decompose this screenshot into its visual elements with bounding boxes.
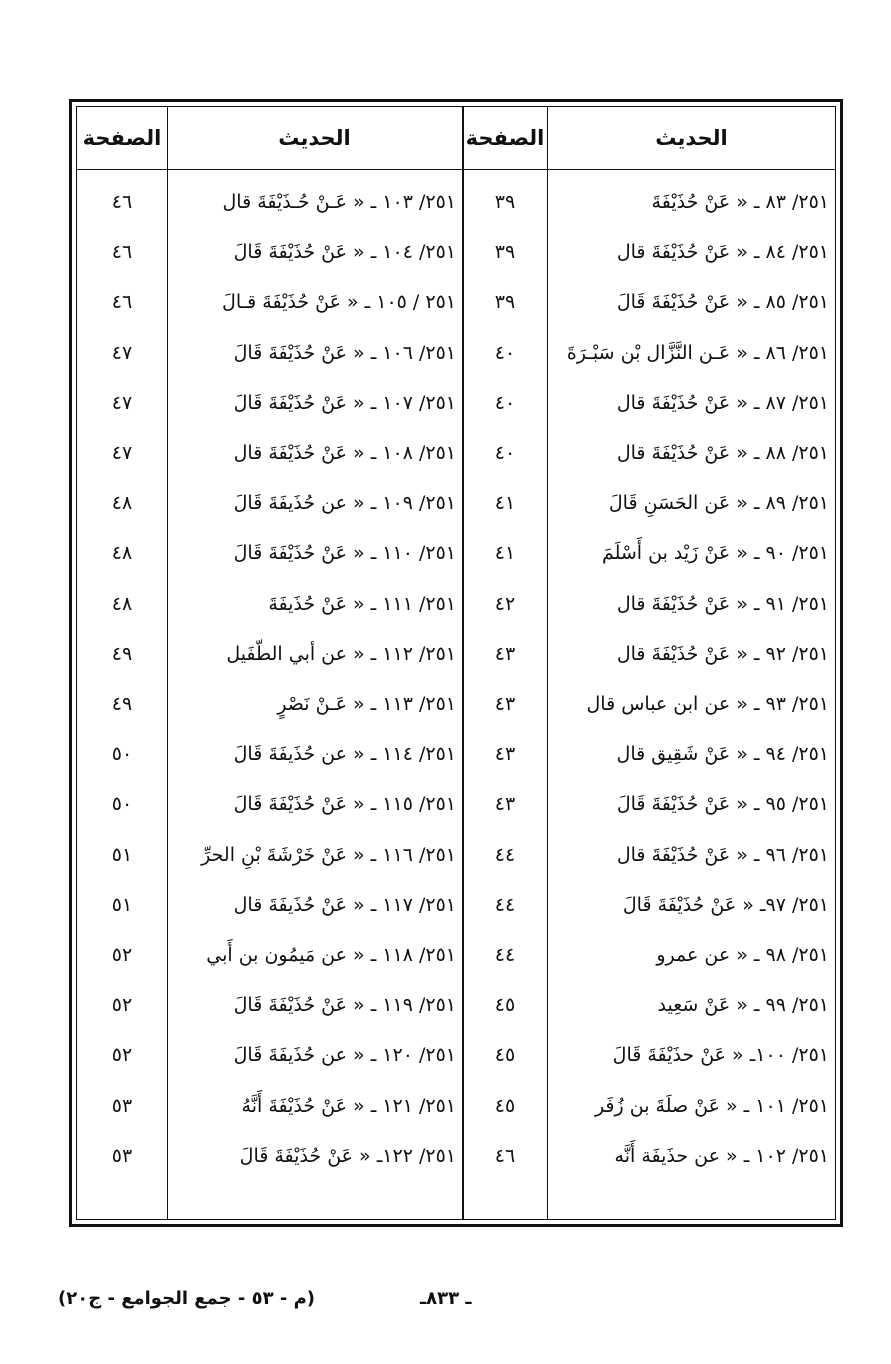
page-number-right: ٤٣ xyxy=(494,793,516,816)
page-number-right: ٤١ xyxy=(494,542,516,565)
hadith-entry-left: ٢٥١/ ١٠٤ ـ « عَنْ حُذَيْفَةَ قَالَ xyxy=(233,241,456,264)
page-number-right: ٣٩ xyxy=(494,241,516,264)
table-row xyxy=(77,1081,835,1131)
page-number-right: ٤٦ xyxy=(494,1144,516,1167)
hadith-entry-left: ٢٥١/ ١١١ ـ « عَنْ حُذَيفَةَ xyxy=(268,592,456,615)
page-number-left: ٤٧ xyxy=(111,442,133,464)
page-number-left: ٤٩ xyxy=(111,642,133,665)
table-row xyxy=(77,328,835,378)
table-row xyxy=(77,779,835,829)
table-row xyxy=(77,1131,835,1181)
page-number-right: ٤٣ xyxy=(494,693,516,715)
hadith-entry-left: ٢٥١/ ١١٦ ـ « عَنْ خَرْشَةَ بْنِ الحرِّ xyxy=(201,843,456,866)
hadith-entry-left: ٢٥١ / ١٠٥ ـ « عَنْ حُذَيْفَةَ قـالَ xyxy=(222,291,456,314)
hadith-entry-left: ٢٥١/ ١١٨ ـ « عن مَيمُون بن أَبي xyxy=(206,944,456,966)
hadith-entry-left: ٢٥١/ ١٠٨ ـ « عَنْ حُذَيْفَةَ قال xyxy=(233,442,456,464)
page-number-left: ٤٧ xyxy=(111,391,133,414)
table-row xyxy=(77,629,835,679)
page-number-right: ٤٣ xyxy=(494,642,516,665)
header-hadith-right: الحديث xyxy=(655,126,728,150)
hadith-entry-right: ٢٥١/ ٩٦ ـ « عَنْ حُذَيْفَةَ قال xyxy=(616,843,829,866)
hadith-entry-left: ٢٥١/ ١٠٧ ـ « عَنْ حُذَيْفَةَ قَالَ xyxy=(233,391,456,414)
page-number-right: ٤٠ xyxy=(494,341,516,364)
hadith-entry-right: ٢٥١/ ١٠٢ ـ « عن حذَيفَة أَنَّه xyxy=(614,1144,829,1167)
page-number-left: ٥١ xyxy=(111,893,133,916)
page-number-left: ٤٩ xyxy=(111,693,133,715)
page-number-left: ٤٨ xyxy=(111,492,133,515)
page-number-right: ٣٩ xyxy=(494,191,516,213)
page-number-left: ٤٦ xyxy=(111,291,133,314)
table-row xyxy=(77,930,835,980)
page-footer xyxy=(0,1288,891,1328)
page-number-left: ٥٣ xyxy=(111,1094,133,1117)
hadith-entry-right: ٢٥١/ ٩٣ ـ « عن ابن عباس قال xyxy=(586,693,829,715)
table-row xyxy=(77,378,835,428)
table-row xyxy=(77,528,835,578)
hadith-entry-right: ٢٥١/ ٨٤ ـ « عَنْ حُذَيْفَةَ قال xyxy=(616,241,829,264)
header-hadith-left: الحديث xyxy=(278,126,351,150)
page-number-right: ٤٠ xyxy=(494,391,516,414)
page-number-right: ٤٥ xyxy=(494,994,516,1017)
page-number-right: ٤٢ xyxy=(494,592,516,615)
table-row xyxy=(77,880,835,930)
page-number-left: ٥١ xyxy=(111,843,133,866)
header-divider xyxy=(77,169,835,170)
hadith-entry-left: ٢٥١/ ١٢١ ـ « عَنْ حُذَيْفَةَ أَنَّهُ xyxy=(241,1094,456,1117)
hadith-entry-left: ٢٥١/ ١٠٣ ـ « عَـنْ حُـذَيْفَةَ قال xyxy=(222,191,456,213)
hadith-entry-left: ٢٥١/ ١٠٦ ـ « عَنْ حُذَيْفَةَ قَالَ xyxy=(233,341,456,364)
hadith-entry-right: ٢٥١/ ٨٣ ـ « عَنْ حُذَيْفَةَ xyxy=(651,191,829,213)
index-table-inner xyxy=(76,106,836,1220)
hadith-entry-right: ٢٥١/ ٨٧ ـ « عَنْ حُذَيْفَةَ قال xyxy=(616,391,829,414)
page-number-right: ٤٠ xyxy=(494,442,516,464)
hadith-entry-left: ٢٥١/ ١١٩ ـ « عَنْ حُذَيْفَةَ قَالَ xyxy=(233,994,456,1017)
page-number-left: ٤٦ xyxy=(111,191,133,213)
page-number-right: ٤٥ xyxy=(494,1094,516,1117)
hadith-entry-left: ٢٥١/ ١١٣ ـ « عَـنْ نَصْرٍ xyxy=(277,693,456,715)
hadith-entry-right: ٢٥١/ ١٠١ ـ « عَنْ صلَةَ بن زُفَر xyxy=(594,1094,829,1117)
hadith-entry-right: ٢٥١/ ٩٨ ـ « عن عمرو xyxy=(656,944,829,966)
table-row xyxy=(77,177,835,227)
page-number-left: ٥٠ xyxy=(111,793,133,816)
hadith-entry-right: ٢٥١/ ٩٧ـ « عَنْ حُذَيْفَةَ قَالَ xyxy=(622,893,829,916)
hadith-entry-right: ٢٥١/ ٩٢ ـ « عَنْ حُذَيْفَةَ قال xyxy=(616,642,829,665)
page-number-left: ٥٢ xyxy=(111,944,133,966)
hadith-entry-right: ٢٥١/ ٨٨ ـ « عَنْ حُذَيْفَةَ قال xyxy=(616,442,829,464)
table-row xyxy=(77,478,835,528)
table-row xyxy=(77,277,835,327)
table-row xyxy=(77,1030,835,1080)
hadith-entry-right: ٢٥١/ ٩٤ ـ « عَنْ شَقِيق قال xyxy=(616,743,829,766)
hadith-entry-right: ٢٥١/ ٨٩ ـ « عَن الحَسَنِ قَالَ xyxy=(608,492,829,515)
hadith-entry-left: ٢٥١/ ١٢٠ ـ « عن حُذَيفَةَ قَالَ xyxy=(233,1044,456,1067)
page-number-right: ٤٤ xyxy=(494,893,516,916)
table-row xyxy=(77,729,835,779)
page-number-left: ٥٢ xyxy=(111,994,133,1017)
table-row xyxy=(77,980,835,1030)
hadith-entry-left: ٢٥١/ ١١٠ ـ « عَنْ حُذَيْفَةَ قَالَ xyxy=(233,542,456,565)
page-number-right: ٣٩ xyxy=(494,291,516,314)
hadith-entry-left: ٢٥١/ ١٠٩ ـ « عن حُذَيفَةَ قَالَ xyxy=(233,492,456,515)
hadith-entry-left: ٢٥١/ ١١٧ ـ « عَنْ حُذَيفَةَ قال xyxy=(233,893,456,916)
index-table xyxy=(69,99,843,1227)
page-number-left: ٤٦ xyxy=(111,241,133,264)
page-number-right: ٤٣ xyxy=(494,743,516,766)
hadith-entry-left: ٢٥١/ ١١٢ ـ « عن أبي الطّفَيل xyxy=(226,642,456,665)
header-page-left: الصفحة xyxy=(82,126,162,150)
hadith-entry-right: ٢٥١/ ٨٦ ـ « عَـن النَّزَّال بْن سَبْـرَةَ xyxy=(566,341,829,364)
table-row xyxy=(77,428,835,478)
page-number-left: ٤٨ xyxy=(111,542,133,565)
page-number-left: ٤٨ xyxy=(111,592,133,615)
page-number-right: ٤٤ xyxy=(494,843,516,866)
page-number-right: ٤٥ xyxy=(494,1044,516,1067)
hadith-entry-left: ٢٥١/ ١١٤ ـ « عن حُذَيفَةَ قَالَ xyxy=(233,743,456,766)
hadith-entry-right: ٢٥١/ ٨٥ ـ « عَنْ حُذَيْفَةَ قَالَ xyxy=(616,291,829,314)
table-row xyxy=(77,830,835,880)
hadith-entry-left: ٢٥١/ ١٢٢ـ « عَنْ حُذَيْفَةَ قَالَ xyxy=(239,1144,456,1167)
page-number-left: ٤٧ xyxy=(111,341,133,364)
hadith-entry-right: ٢٥١/ ١٠٠ـ « عَنْ حذَيْفَةَ قَالَ xyxy=(612,1044,829,1067)
table-row xyxy=(77,679,835,729)
hadith-entry-right: ٢٥١/ ٩٠ ـ « عَنْ زَيْد بن أَسْلَمَ xyxy=(601,542,829,565)
table-row xyxy=(77,579,835,629)
hadith-entry-left: ٢٥١/ ١١٥ ـ « عَنْ حُذَيْفَةَ قَالَ xyxy=(233,793,456,816)
page-number-left: ٥٣ xyxy=(111,1144,133,1167)
footer-page-number: ـ ٨٣٣ـ xyxy=(420,1288,472,1309)
table-row xyxy=(77,227,835,277)
page-number-right: ٤٤ xyxy=(494,944,516,966)
hadith-entry-right: ٢٥١/ ٩٩ ـ « عَنْ سَعِيد xyxy=(657,994,829,1017)
page-number-left: ٥٠ xyxy=(111,743,133,766)
footer-source: (م - ٥٣ - جمع الجوامع - ج٢٠) xyxy=(58,1288,316,1309)
page-number-left: ٥٢ xyxy=(111,1044,133,1067)
hadith-entry-right: ٢٥١/ ٩١ ـ « عَنْ حُذَيْفَةَ قال xyxy=(616,592,829,615)
page-number-right: ٤١ xyxy=(494,492,516,515)
hadith-entry-right: ٢٥١/ ٩٥ ـ « عَنْ حُذَيْفَةَ قَالَ xyxy=(616,793,829,816)
header-page-right: الصفحة xyxy=(465,126,545,150)
